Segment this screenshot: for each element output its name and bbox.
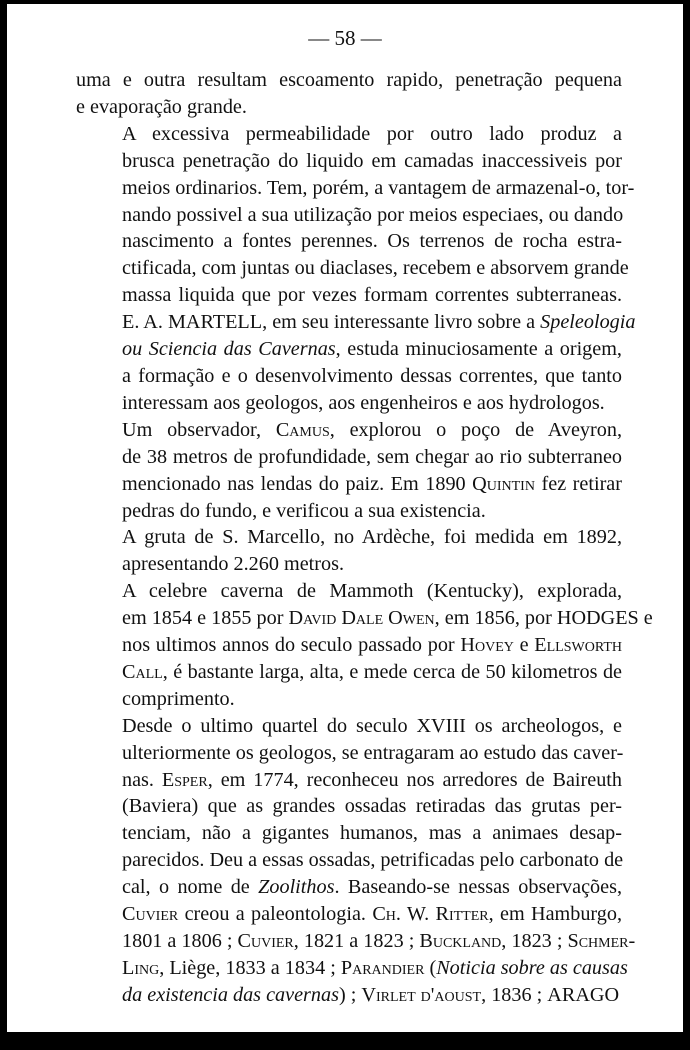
text-line (76, 713, 622, 740)
text-line (76, 94, 622, 121)
text-run: tenciam, não a gigantes humanos, mas a animaes desap- (122, 822, 622, 845)
italic-run: da existencia das cavernas (122, 983, 339, 1006)
text-line (76, 148, 622, 175)
text-run: creou a paleontologia. (178, 903, 373, 926)
text-line (76, 578, 622, 605)
text-line (76, 202, 622, 229)
text-line (76, 175, 635, 202)
text-line (76, 228, 622, 255)
italic-run: Speleologia (540, 311, 636, 334)
text-run: parecidos. Deu a essas ossadas, petrificadas pelo carbonato de (122, 849, 624, 872)
text-run: mencionado nas lendas do paiz. Em 1890 (122, 472, 473, 495)
text-run: A gruta de S. Marcello, no Ardèche, foi medida em 1892, (122, 526, 622, 549)
body-text (76, 67, 653, 1009)
text-run: , Liège, 1833 a 1834 ; (159, 956, 341, 979)
text-run: e (638, 607, 653, 630)
text-run: fez retirar (534, 472, 622, 495)
text-line (76, 67, 622, 94)
text-line (76, 255, 629, 282)
text-line (76, 820, 622, 847)
small-caps-run: Quintin (472, 472, 535, 495)
text-run: , em seu interessante livro sobre a (262, 311, 541, 334)
text-run: A celebre caverna de Mammoth (Kentucky), explorada, (122, 580, 622, 603)
small-caps-run: Call (122, 660, 163, 683)
book-page (7, 4, 683, 1032)
paragraph (76, 524, 622, 578)
text-run: , em 1774, reconheceu nos arredores de Baireuth (207, 768, 622, 791)
text-run: , explorou o poço de Aveyron, (329, 418, 622, 441)
text-line (76, 336, 622, 363)
page-number: — 58 — (308, 26, 382, 50)
small-caps-run: Parandier (340, 956, 425, 979)
small-caps-run: Esper (161, 768, 208, 791)
text-line (76, 874, 622, 901)
text-line (76, 793, 622, 820)
text-line (76, 605, 653, 632)
text-line (76, 767, 622, 794)
small-caps-run: Cuvier (237, 930, 294, 952)
text-line (76, 498, 622, 525)
text-run: nascimento a fontes perennes. Os terrenos de rocha estra- (122, 230, 622, 253)
text-line (76, 309, 636, 336)
text-run: , 1836 ; (481, 983, 548, 1006)
small-caps-run: Camus (275, 418, 330, 441)
text-line (76, 390, 622, 417)
text-run: comprimento. (122, 687, 235, 710)
text-run: massa liquida que por vezes formam correntes subterraneas. (122, 284, 622, 307)
italic-run: ou Sciencia das Cavernas (122, 338, 336, 361)
text-run: , 1823 ; (501, 930, 568, 952)
paragraph (76, 713, 636, 1009)
text-line (76, 282, 622, 309)
text-run: cal, o nome de (122, 876, 259, 899)
small-caps-run: Virlet d'aoust (361, 983, 482, 1006)
text-line (76, 471, 622, 498)
text-run: e evaporação grande. (76, 95, 247, 118)
text-line (76, 659, 622, 686)
text-run: 1801 a 1806 ; (122, 930, 238, 952)
small-caps-run: Buckland (419, 930, 502, 952)
text-run: Desde o ultimo quartel do seculo XVIII os archeologos, e (122, 714, 622, 737)
text-run: , em 1856, por (434, 607, 557, 630)
text-line (76, 901, 622, 928)
text-run: Um observador, (122, 418, 276, 441)
text-run: em 1854 e 1855 por (122, 607, 289, 630)
text-line (76, 524, 622, 551)
text-run: meios ordinarios. Tem, porém, a vantagem de armazenal-o, tor- (122, 176, 635, 199)
small-caps-run: ARAGO (547, 983, 620, 1006)
text-line (76, 955, 628, 982)
small-caps-run: Ling (122, 956, 160, 979)
text-run: , estuda minuciosamente a origem, (335, 338, 622, 361)
text-line (76, 417, 622, 444)
text-run: e (513, 634, 535, 657)
text-run: pedras do fundo, e verificou a sua existencia. (122, 499, 486, 522)
text-line (76, 551, 622, 578)
text-line (76, 121, 622, 148)
small-caps-run: David Dale Owen (288, 607, 435, 630)
small-caps-run: Ellsworth (534, 634, 622, 657)
text-line (76, 632, 622, 659)
text-run: ulteriormente os geologos, se entragaram ao estudo das caver- (122, 741, 624, 764)
text-run: A excessiva permeabilidade por outro lado produz a (122, 122, 622, 145)
text-run: ) ; (338, 983, 362, 1006)
small-caps-run: E. A. MARTELL (122, 311, 263, 334)
text-line (76, 686, 622, 713)
text-run: ctificada, com juntas ou diaclases, recebem e absorvem grande (122, 257, 629, 280)
text-line (76, 928, 636, 955)
text-run: uma e outra resultam escoamento rapido, penetração pequena (76, 69, 622, 91)
small-caps-run: Ch. W. Ritter (372, 903, 489, 926)
text-run: nas. (122, 768, 162, 791)
small-caps-run: HODGES (556, 607, 639, 630)
text-run: (Baviera) que as grandes ossadas retiradas das grutas per- (122, 795, 622, 818)
text-run: interessam aos geologos, aos engenheiros e aos hydrologos. (122, 391, 605, 414)
text-run: a formação e o desenvolvimento dessas correntes, que tanto (122, 364, 622, 387)
italic-run: Noticia sobre as causas (436, 956, 628, 979)
text-line (76, 847, 622, 874)
paragraph (76, 121, 636, 417)
text-run: , em Hamburgo, (488, 903, 623, 926)
text-run: , 1821 a 1823 ; (293, 930, 420, 952)
text-run: nos ultimos annos do seculo passado por (122, 634, 461, 657)
text-run: brusca penetração do liquido em camadas inaccessiveis por (122, 149, 622, 172)
text-line (76, 982, 622, 1009)
text-line (76, 740, 622, 767)
text-run: de 38 metros de profundidade, sem chegar ao rio subterraneo (122, 445, 622, 468)
italic-run: Zoolithos (258, 876, 335, 899)
text-line (76, 444, 622, 471)
small-caps-run: Cuvier (122, 903, 179, 926)
small-caps-run: Schmer- (567, 930, 636, 952)
text-run: apresentando 2.260 metros. (122, 553, 345, 576)
paragraph (76, 417, 622, 525)
text-run: , é bastante larga, alta, e mede cerca de 50 kilometros de (162, 660, 622, 683)
paragraph (76, 578, 653, 713)
text-line (76, 363, 622, 390)
text-run: ( (424, 956, 437, 979)
text-run: . Baseando-se nessas observações, (334, 876, 622, 899)
paragraph (76, 67, 622, 121)
text-run: nando possivel a sua utilização por meios especiaes, ou dando (122, 203, 624, 226)
small-caps-run: Hovey (460, 634, 514, 657)
